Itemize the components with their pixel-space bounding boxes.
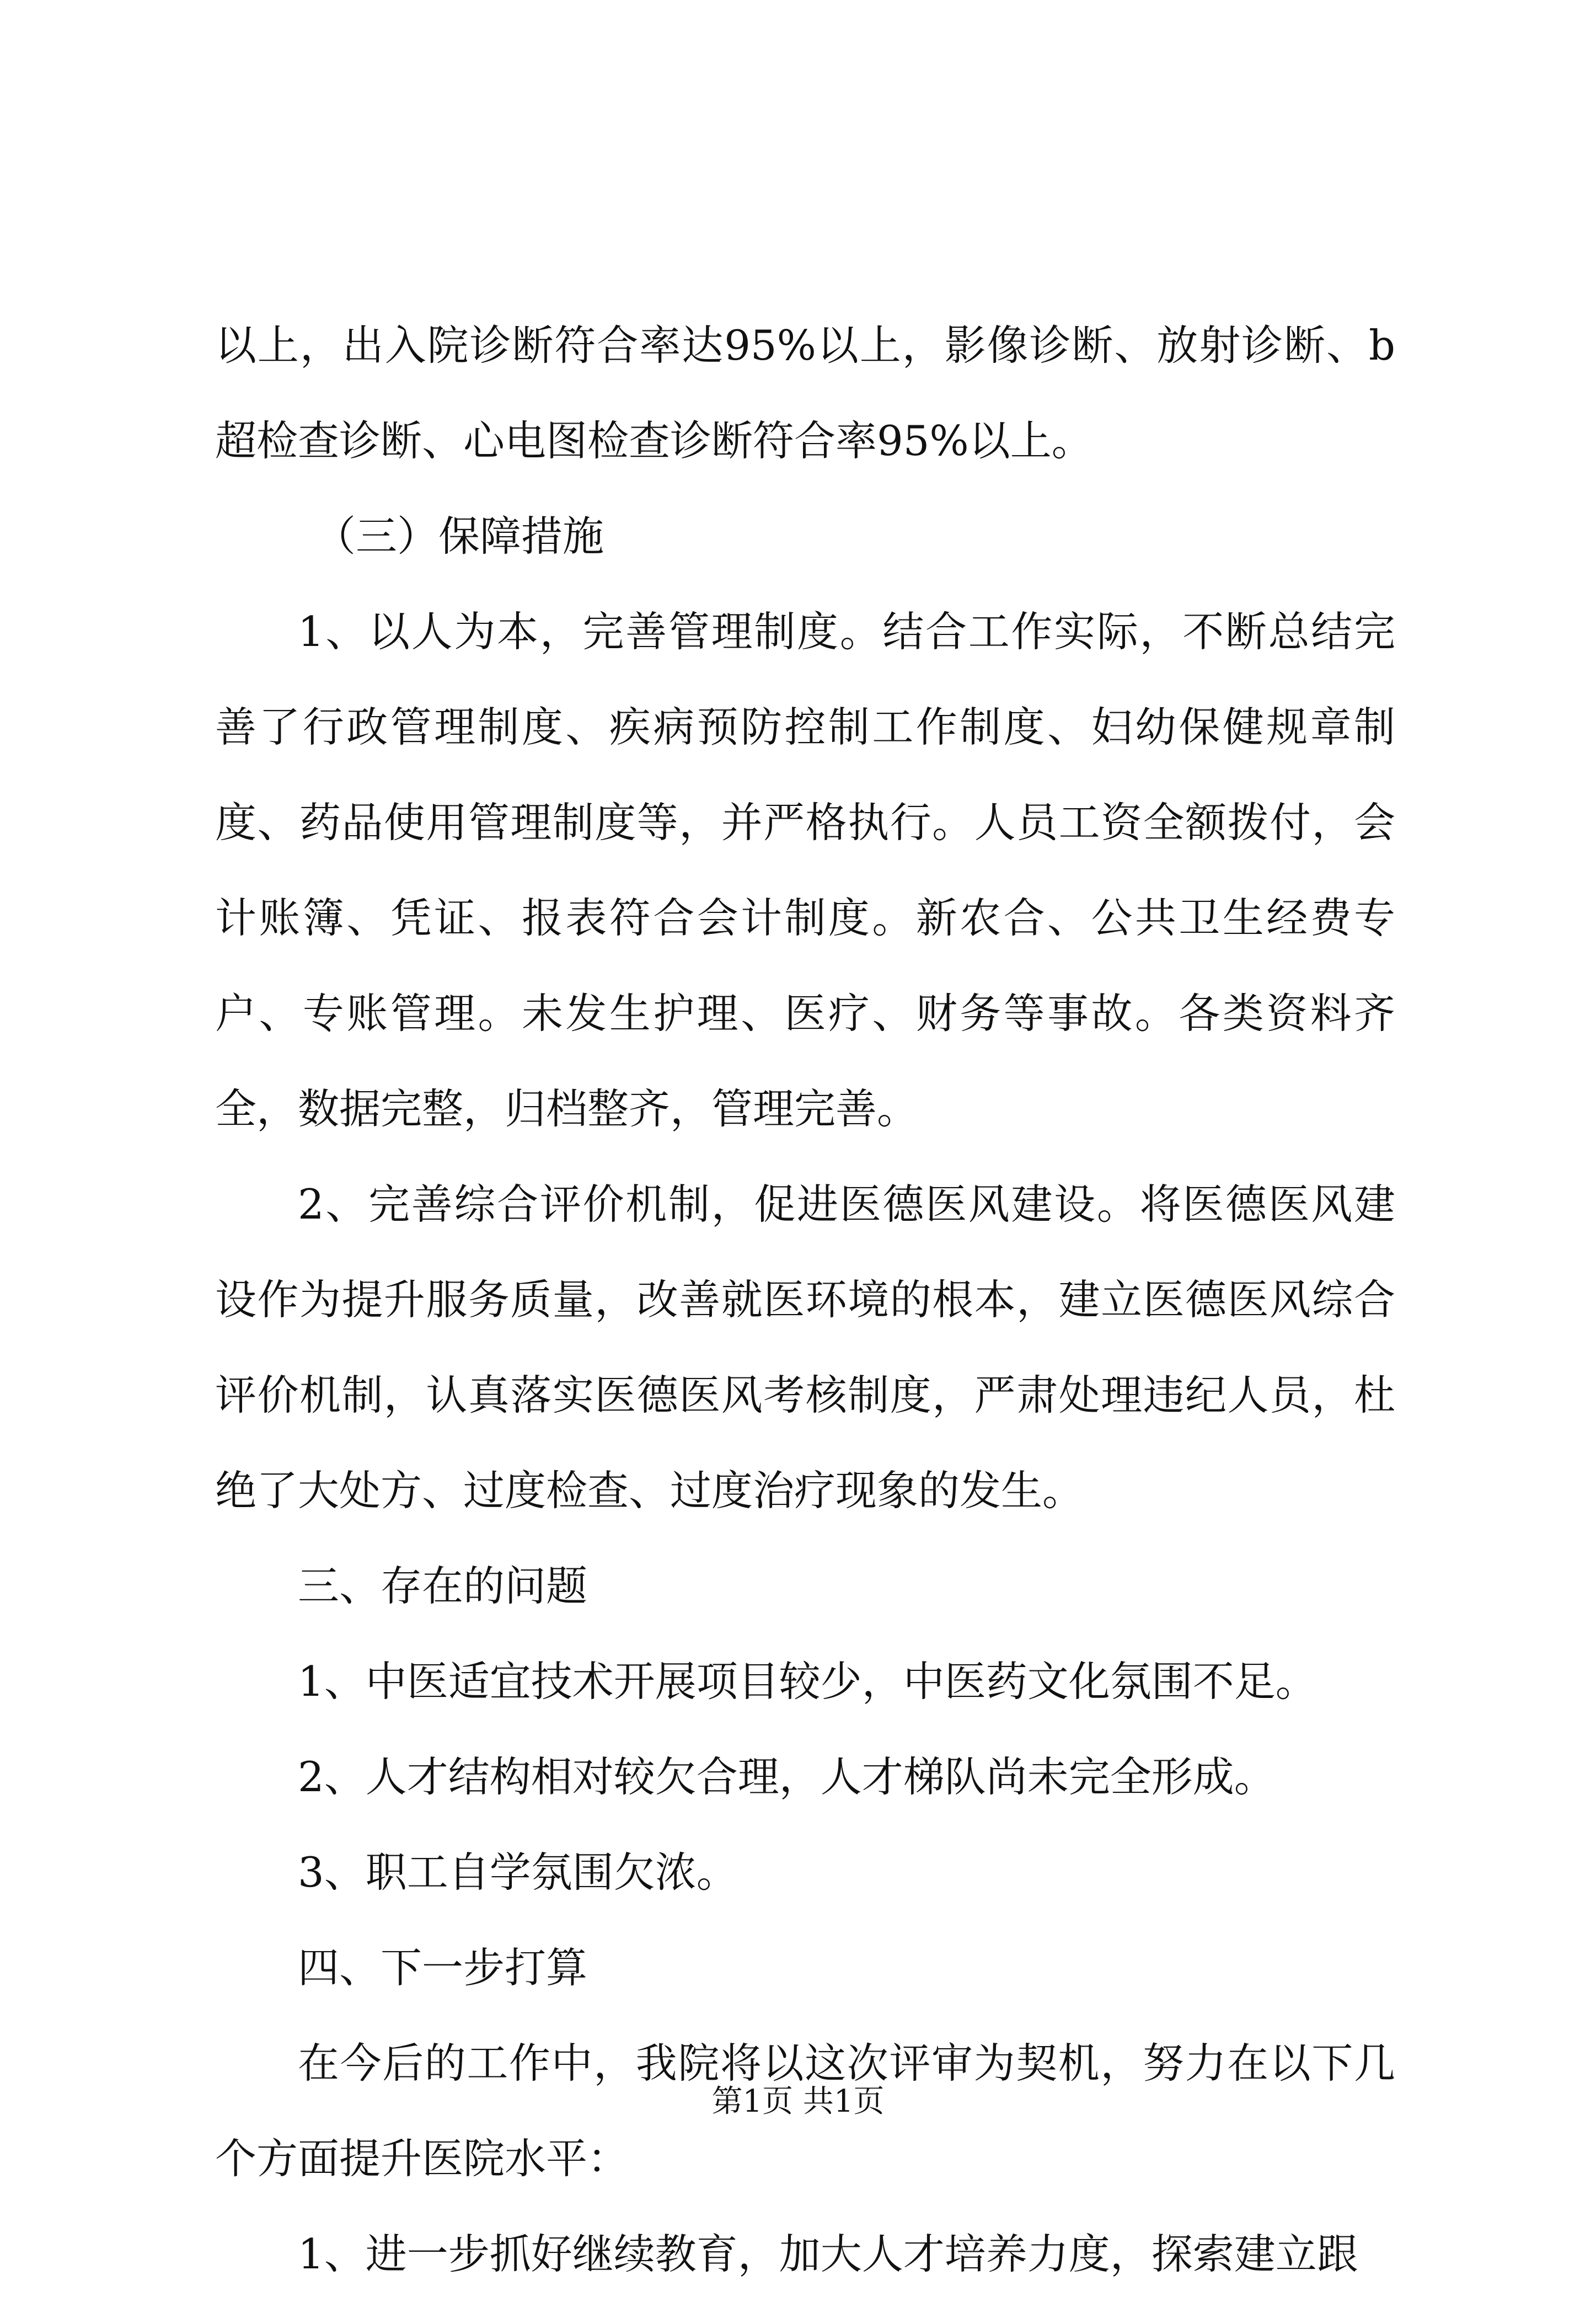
list-item-problem-3: 3、职工自学氛围欠浓。 (298, 1848, 738, 1897)
document-body (215, 298, 1395, 2302)
heading-next-steps: 四、下一步打算 (298, 1943, 588, 1992)
list-item-next-step-1: 1、进一步抓好继续教育，加大人才培养力度，探索建立跟 (298, 2230, 1358, 2278)
subheading-safeguard-measures: （三）保障措施 (314, 512, 604, 560)
paragraph-management-system: 1、以人为本，完善管理制度。结合工作实际，不断总结完善了行政管理制度、疾病预防控制工作制度、妇幼保健规章制度、药品使用管理制度等，并严格执行。人员工资全额拨付，会计账簿、凭证、报表符合会计制度。新农合、公共卫生经费专户、专账管理。未发生护理、医疗、财务等事故。各类资料齐全，数据完整，归档整齐，管理完善。 (215, 607, 1395, 1133)
heading-existing-problems: 三、存在的问题 (298, 1562, 588, 1610)
paragraph-next-steps-intro: 在今后的工作中，我院将以这次评审为契机，努力在以下几个方面提升医院水平： (215, 2039, 1395, 2183)
page-number-footer: 第1页 共1页 (711, 2084, 885, 2119)
list-item-problem-2: 2、人才结构相对较欠合理，人才梯队尚未完全形成。 (298, 1753, 1276, 1801)
list-item-problem-1: 1、中医适宜技术开展项目较少，中医药文化氛围不足。 (298, 1657, 1317, 1706)
paragraph-medical-ethics: 2、完善综合评价机制，促进医德医风建设。将医德医风建设作为提升服务质量，改善就医环境的根本，建立医德医风综合评价机制，认真落实医德医风考核制度，严肃处理违纪人员，杜绝了大处方、过度检查、过度治疗现象的发生。 (215, 1180, 1395, 1515)
paragraph-continuation: 以上，出入院诊断符合率达95%以上，影像诊断、放射诊断、b超检查诊断、心电图检查诊断符合率95%以上。 (215, 321, 1395, 465)
